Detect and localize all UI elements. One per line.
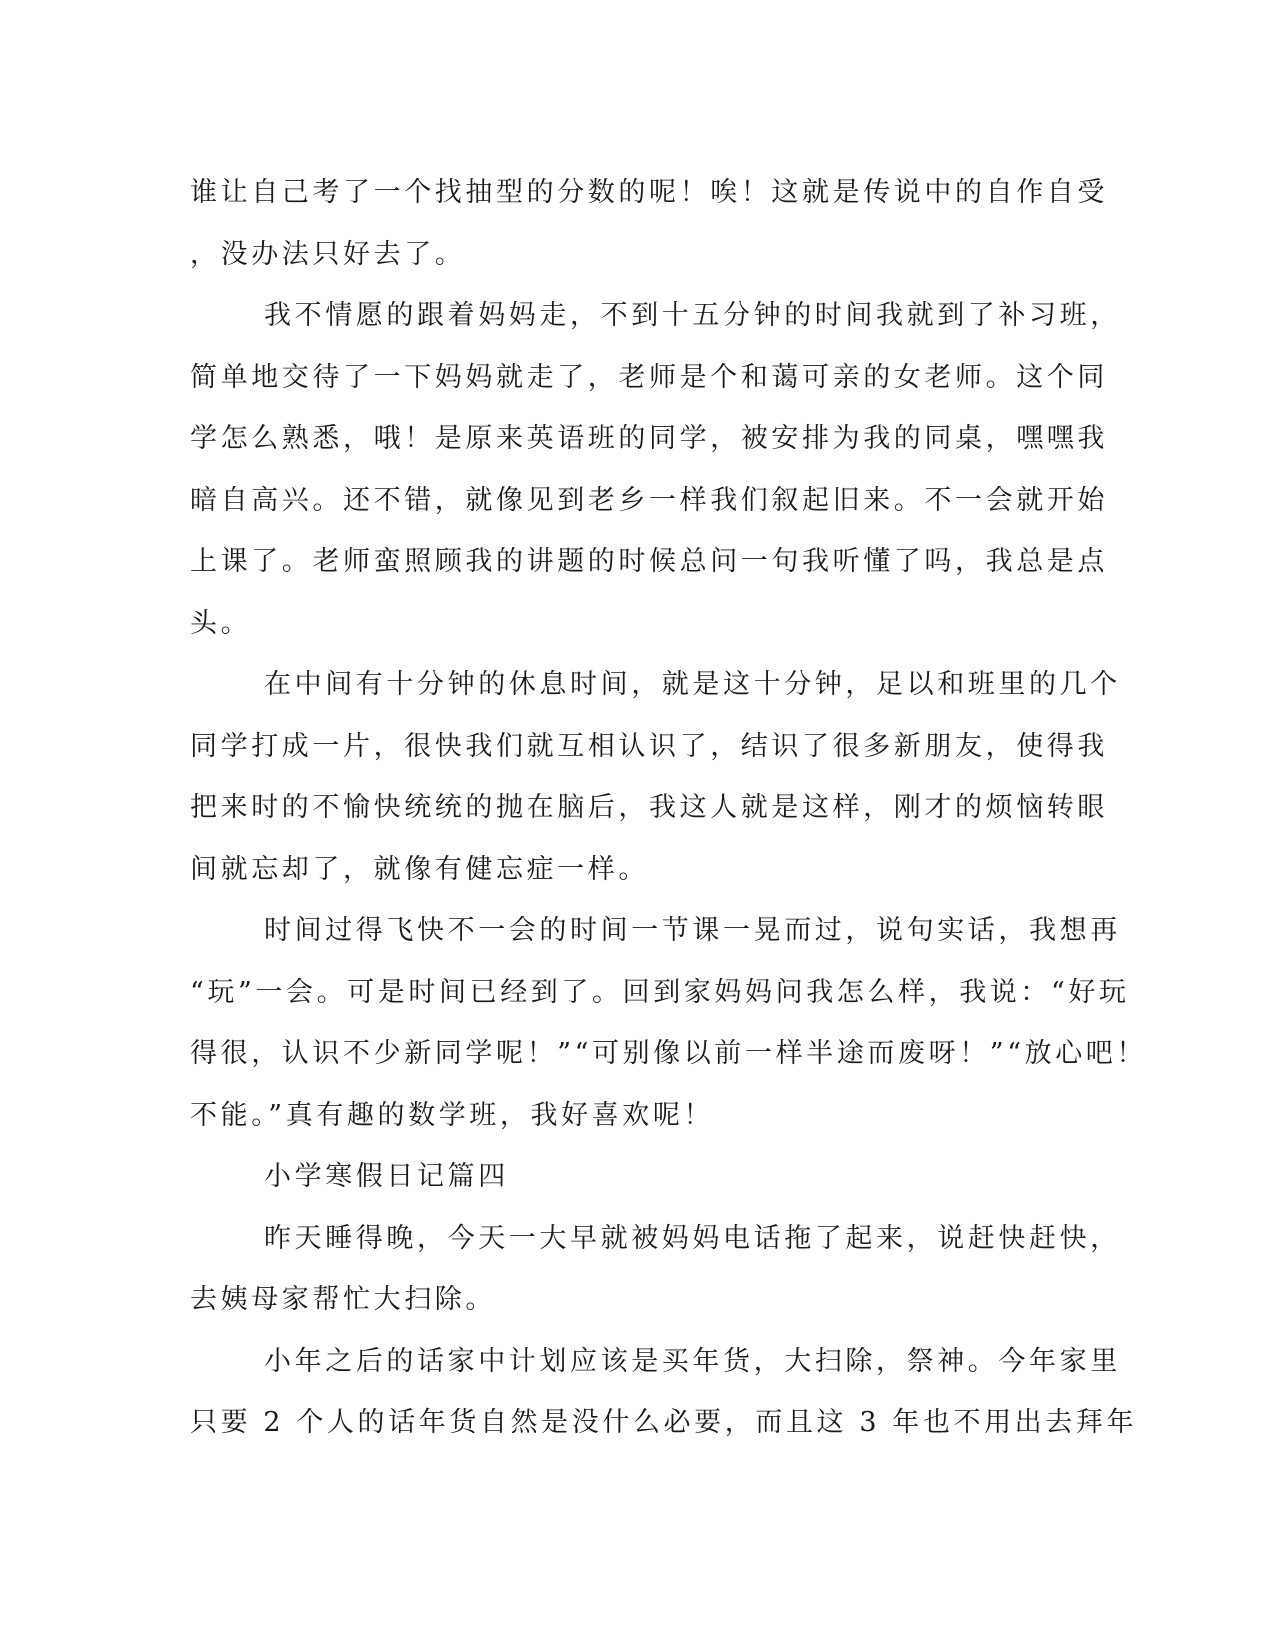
text-line: 不能。”真有趣的数学班，我好喜欢呢！ [190, 1099, 715, 1131]
body-text [190, 162, 1148, 1454]
text-line: 同学打成一片，很快我们就互相认识了，结识了很多新朋友，使得我 [190, 730, 1108, 762]
section-heading: 小学寒假日记篇四 [264, 1161, 509, 1192]
text-line: ，没办法只好去了。 [190, 238, 466, 270]
text-line: 得很，认识不少新同学呢！”“可别像以前一样半途而废呀！”“放心吧！ [190, 1038, 1148, 1069]
text-line: 学怎么熟悉，哦！是原来英语班的同学，被安排为我的同桌，嘿嘿我 [190, 423, 1108, 454]
text-line: 间就忘却了，就像有健忘症一样。 [190, 853, 649, 885]
text-line: 上课了。老师蛮照顾我的讲题的时候总问一句我听懂了吗，我总是点 [190, 546, 1108, 577]
text-line: 去姨母家帮忙大扫除。 [190, 1284, 496, 1315]
text-line: 小年之后的话家中计划应该是买年货，大扫除，祭神。今年家里 [264, 1345, 1121, 1377]
text-line: 只要 2 个人的话年货自然是没什么必要，而且这 3 年也不用出去拜年 [190, 1407, 1138, 1438]
text-line: 暗自高兴。还不错，就像见到老乡一样我们叙起旧来。不一会就开始 [190, 484, 1108, 516]
text-line: 我不情愿的跟着妈妈走，不到十五分钟的时间我就到了补习班， [264, 300, 1121, 331]
text-line: 在中间有十分钟的休息时间，就是这十分钟，足以和班里的几个 [264, 669, 1121, 700]
text-line: 简单地交待了一下妈妈就走了，老师是个和蔼可亲的女老师。这个同 [190, 361, 1108, 393]
text-line: 昨天睡得晚，今天一大早就被妈妈电话拖了起来，说赶快赶快， [264, 1222, 1121, 1254]
text-line: 头。 [190, 607, 252, 639]
text-line: “玩”一会。可是时间已经到了。回到家妈妈问我怎么样，我说：“好玩 [190, 976, 1130, 1008]
text-line: 谁让自己考了一个找抽型的分数的呢！唉！这就是传说中的自作自受 [190, 177, 1108, 208]
text-line: 把来时的不愉快统统的抛在脑后，我这人就是这样，刚才的烦恼转眼 [190, 792, 1108, 823]
text-line: 时间过得飞快不一会的时间一节课一晃而过，说句实话，我想再 [264, 915, 1121, 946]
